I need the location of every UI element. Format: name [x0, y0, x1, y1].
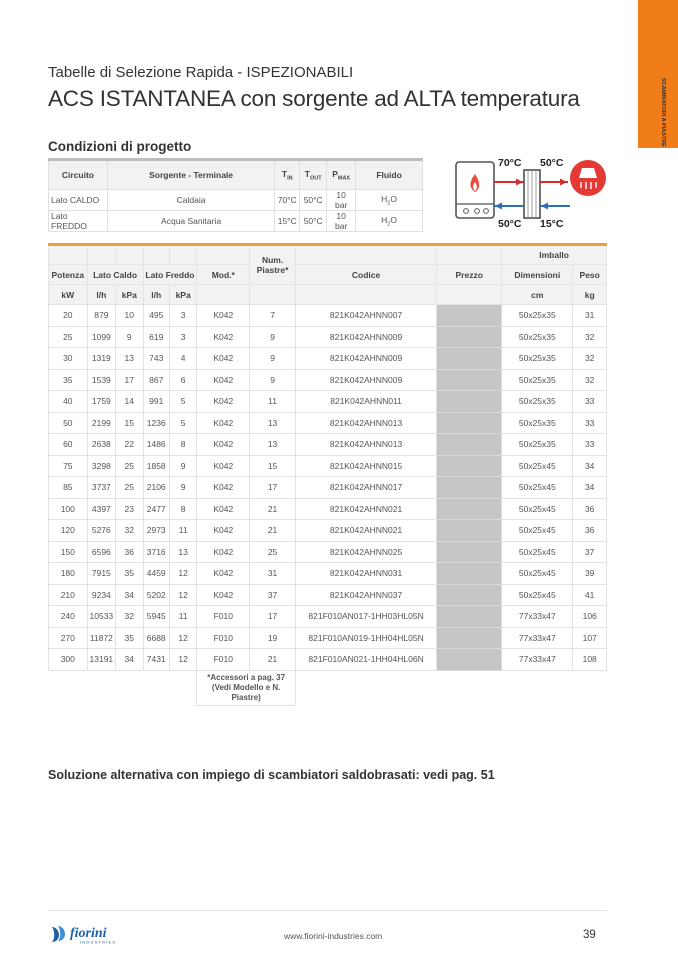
price-cell: [437, 541, 502, 563]
dp-cold-cell: 5: [169, 412, 196, 434]
p-max-cell: 10 bar: [327, 211, 356, 232]
table-row: [49, 541, 607, 563]
code-cell: 821F010AN017-1HH03HL05N: [295, 606, 436, 628]
table-row: [49, 455, 607, 477]
table-row: [49, 305, 607, 327]
plates-cell: 13: [250, 434, 296, 456]
header-row-2: [49, 265, 607, 285]
col-hot-side: Lato Caldo: [87, 265, 143, 285]
dp-hot-cell: 36: [116, 541, 143, 563]
model-cell: K042: [197, 391, 250, 413]
col-fluid: Fluido: [356, 160, 423, 190]
col-code: Codice: [295, 265, 436, 285]
plates-cell: 9: [250, 348, 296, 370]
hot-circuit-pipes: [494, 179, 524, 210]
table-row: [49, 348, 607, 370]
unit-dp-cold: kPa: [169, 285, 196, 305]
header-row-1: [49, 245, 607, 265]
code-cell: 821K042AHNN013: [295, 412, 436, 434]
page-title: ACS ISTANTANEA con sorgente ad ALTA temperatura: [48, 86, 580, 111]
dp-hot-cell: 22: [116, 434, 143, 456]
flow-cold-cell: 6688: [143, 627, 169, 649]
plates-cell: 19: [250, 627, 296, 649]
model-cell: K042: [197, 541, 250, 563]
price-cell: [437, 649, 502, 671]
model-cell: F010: [197, 649, 250, 671]
weight-cell: 33: [573, 391, 607, 413]
model-cell: K042: [197, 520, 250, 542]
flow-hot-cell: 1759: [87, 391, 115, 413]
model-cell: F010: [197, 627, 250, 649]
units-row: [49, 285, 607, 305]
flow-cold-cell: 1486: [143, 434, 169, 456]
dp-hot-cell: 35: [116, 627, 143, 649]
conditions-table: [48, 158, 423, 232]
table-row: [49, 412, 607, 434]
flow-cold-cell: 1858: [143, 455, 169, 477]
dp-hot-cell: 13: [116, 348, 143, 370]
flow-cold-cell: 4459: [143, 563, 169, 585]
power-cell: 120: [49, 520, 88, 542]
dimensions-cell: 50x25x45: [502, 520, 573, 542]
source-cell: Acqua Sanitaria: [107, 211, 274, 232]
col-p-max: $P_{MAX}$: [327, 160, 356, 190]
flow-hot-cell: 2199: [87, 412, 115, 434]
weight-cell: 32: [573, 326, 607, 348]
plates-cell: 15: [250, 455, 296, 477]
flow-hot-cell: 10533: [87, 606, 115, 628]
flow-hot-cell: 879: [87, 305, 115, 327]
plates-cell: 9: [250, 369, 296, 391]
dimensions-cell: 50x25x45: [502, 477, 573, 499]
model-cell: K042: [197, 498, 250, 520]
power-cell: 75: [49, 455, 88, 477]
dp-cold-cell: 8: [169, 434, 196, 456]
dimensions-cell: 50x25x35: [502, 326, 573, 348]
power-cell: 50: [49, 412, 88, 434]
side-tab-label: SCAMBIATORI A PIASTRE: [660, 78, 666, 147]
col-price: Prezzo: [437, 265, 502, 285]
dp-hot-cell: 25: [116, 477, 143, 499]
power-cell: 40: [49, 391, 88, 413]
t-out-cell: 50°C: [300, 190, 327, 211]
dp-cold-cell: 3: [169, 305, 196, 327]
weight-cell: 34: [573, 455, 607, 477]
dp-cold-cell: 11: [169, 520, 196, 542]
t-in-cell: 70°C: [275, 190, 300, 211]
power-cell: 300: [49, 649, 88, 671]
code-cell: 821K042AHNN011: [295, 391, 436, 413]
model-cell: K042: [197, 305, 250, 327]
table-row: [49, 498, 607, 520]
col-cold-side: Lato Freddo: [143, 265, 197, 285]
col-plates: Num. Piastre*: [250, 245, 296, 285]
dimensions-cell: 50x25x35: [502, 369, 573, 391]
weight-cell: 36: [573, 520, 607, 542]
flow-cold-cell: 3716: [143, 541, 169, 563]
power-cell: 270: [49, 627, 88, 649]
flow-hot-cell: 9234: [87, 584, 115, 606]
code-cell: 821K042AHNN021: [295, 498, 436, 520]
col-source: Sorgente - Terminale: [107, 160, 274, 190]
plates-cell: 11: [250, 391, 296, 413]
power-cell: 100: [49, 498, 88, 520]
flow-cold-cell: 1236: [143, 412, 169, 434]
code-cell: 821K042AHNN025: [295, 541, 436, 563]
dp-cold-cell: 6: [169, 369, 196, 391]
plates-cell: 13: [250, 412, 296, 434]
logo-mark-icon: [52, 926, 65, 942]
price-cell: [437, 520, 502, 542]
heat-exchanger-diagram: [452, 156, 612, 232]
cold-in-temp: 15°C: [540, 218, 564, 230]
flow-cold-cell: 867: [143, 369, 169, 391]
power-cell: 60: [49, 434, 88, 456]
dp-hot-cell: 10: [116, 305, 143, 327]
flow-hot-cell: 3737: [87, 477, 115, 499]
col-packaging: Imballo: [502, 245, 607, 265]
code-cell: 821K042AHNN007: [295, 305, 436, 327]
plates-cell: 9: [250, 326, 296, 348]
dp-cold-cell: 4: [169, 348, 196, 370]
code-cell: 821K042AHNN009: [295, 348, 436, 370]
fluid-cell: $H_2O$: [356, 211, 423, 232]
conditions-row-cold: [49, 211, 423, 232]
code-cell: 821K042AHNN021: [295, 520, 436, 542]
flow-hot-cell: 1319: [87, 348, 115, 370]
flow-cold-cell: 743: [143, 348, 169, 370]
col-t-in: $T_{IN}$: [275, 160, 300, 190]
fluid-cell: $H_2O$: [356, 190, 423, 211]
code-cell: 821K042AHNN031: [295, 563, 436, 585]
dimensions-cell: 50x25x45: [502, 584, 573, 606]
logo-wordmark: fiorini: [70, 926, 107, 941]
dp-hot-cell: 35: [116, 563, 143, 585]
col-t-out: $T_{OUT}$: [300, 160, 327, 190]
dp-cold-cell: 11: [169, 606, 196, 628]
price-cell: [437, 498, 502, 520]
unit-weight: kg: [573, 285, 607, 305]
unit-dimensions: cm: [502, 285, 573, 305]
flow-cold-cell: 5202: [143, 584, 169, 606]
dimensions-cell: 50x25x35: [502, 434, 573, 456]
price-cell: [437, 455, 502, 477]
dp-hot-cell: 25: [116, 455, 143, 477]
t-out-cell: 50°C: [300, 211, 327, 232]
dp-hot-cell: 9: [116, 326, 143, 348]
weight-cell: 41: [573, 584, 607, 606]
flow-cold-cell: 5945: [143, 606, 169, 628]
col-power: Potenza: [49, 265, 88, 285]
dp-cold-cell: 3: [169, 326, 196, 348]
code-cell: 821F010AN019-1HH04HL05N: [295, 627, 436, 649]
power-cell: 25: [49, 326, 88, 348]
logo-subtitle: INDUSTRIES: [80, 939, 117, 945]
weight-cell: 108: [573, 649, 607, 671]
dp-cold-cell: 12: [169, 627, 196, 649]
unit-power: kW: [49, 285, 88, 305]
col-circuit: Circuito: [49, 160, 108, 190]
dimensions-cell: 50x25x35: [502, 348, 573, 370]
dp-hot-cell: 15: [116, 412, 143, 434]
dimensions-cell: 50x25x45: [502, 563, 573, 585]
price-cell: [437, 627, 502, 649]
table-row: [49, 369, 607, 391]
flow-hot-cell: 4397: [87, 498, 115, 520]
dimensions-cell: 77x33x47: [502, 649, 573, 671]
flow-cold-cell: 619: [143, 326, 169, 348]
col-weight: Peso: [573, 265, 607, 285]
col-dimensions: Dimensioni: [502, 265, 573, 285]
price-cell: [437, 412, 502, 434]
weight-cell: 33: [573, 412, 607, 434]
page-number: 39: [583, 929, 596, 941]
dp-hot-cell: 23: [116, 498, 143, 520]
page-kicker: Tabelle di Selezione Rapida - ISPEZIONABILI: [48, 64, 354, 81]
conditions-row-hot: [49, 190, 423, 211]
plates-cell: 17: [250, 477, 296, 499]
plates-cell: 7: [250, 305, 296, 327]
power-cell: 240: [49, 606, 88, 628]
conditions-header-row: [49, 160, 423, 190]
price-cell: [437, 305, 502, 327]
weight-cell: 34: [573, 477, 607, 499]
code-cell: 821K042AHNN015: [295, 455, 436, 477]
model-cell: K042: [197, 455, 250, 477]
weight-cell: 32: [573, 348, 607, 370]
hot-in-temp: 70°C: [498, 157, 522, 169]
unit-flow-hot: l/h: [87, 285, 115, 305]
flow-cold-cell: 2477: [143, 498, 169, 520]
code-cell: 821K042AHNN017: [295, 477, 436, 499]
plates-cell: 25: [250, 541, 296, 563]
dp-cold-cell: 8: [169, 498, 196, 520]
dimensions-cell: 50x25x35: [502, 305, 573, 327]
dp-cold-cell: 12: [169, 563, 196, 585]
boiler-icon: [456, 162, 494, 218]
cold-circuit-pipes: [540, 179, 570, 210]
dp-cold-cell: 12: [169, 649, 196, 671]
flow-hot-cell: 5276: [87, 520, 115, 542]
footer-url[interactable]: www.fiorini-industries.com: [284, 931, 383, 941]
power-cell: 30: [49, 348, 88, 370]
source-cell: Caldaia: [107, 190, 274, 211]
table-row: [49, 326, 607, 348]
code-cell: 821K042AHNN009: [295, 369, 436, 391]
conditions-title: Condizioni di progetto: [48, 139, 192, 154]
dimensions-cell: 50x25x35: [502, 391, 573, 413]
p-max-cell: 10 bar: [327, 190, 356, 211]
price-cell: [437, 434, 502, 456]
table-row: [49, 520, 607, 542]
power-cell: 35: [49, 369, 88, 391]
weight-cell: 107: [573, 627, 607, 649]
flow-cold-cell: 2973: [143, 520, 169, 542]
weight-cell: 32: [573, 369, 607, 391]
table-row: [49, 606, 607, 628]
table-row: [49, 584, 607, 606]
flow-hot-cell: 7915: [87, 563, 115, 585]
price-cell: [437, 348, 502, 370]
model-cell: K042: [197, 326, 250, 348]
model-cell: K042: [197, 563, 250, 585]
dp-hot-cell: 34: [116, 649, 143, 671]
dimensions-cell: 50x25x45: [502, 498, 573, 520]
cold-out-temp: 50°C: [498, 218, 522, 230]
fiorini-logo: [50, 923, 132, 945]
flow-hot-cell: 2638: [87, 434, 115, 456]
price-cell: [437, 391, 502, 413]
price-cell: [437, 326, 502, 348]
model-cell: K042: [197, 369, 250, 391]
dp-hot-cell: 14: [116, 391, 143, 413]
hot-out-temp: 50°C: [540, 157, 564, 169]
dp-cold-cell: 13: [169, 541, 196, 563]
dp-hot-cell: 17: [116, 369, 143, 391]
flow-hot-cell: 13191: [87, 649, 115, 671]
circuit-cell: Lato CALDO: [49, 190, 108, 211]
dp-hot-cell: 32: [116, 520, 143, 542]
code-cell: 821F010AN021-1HH04HL06N: [295, 649, 436, 671]
code-cell: 821K042AHNN037: [295, 584, 436, 606]
col-model: Mod.*: [197, 265, 250, 285]
dimensions-cell: 77x33x47: [502, 627, 573, 649]
weight-cell: 39: [573, 563, 607, 585]
footer-divider: [48, 910, 607, 911]
t-in-cell: 15°C: [275, 211, 300, 232]
table-row: [49, 391, 607, 413]
plates-cell: 31: [250, 563, 296, 585]
table-row: [49, 627, 607, 649]
unit-dp-hot: kPa: [116, 285, 143, 305]
weight-cell: 37: [573, 541, 607, 563]
price-cell: [437, 563, 502, 585]
plate-exchanger-icon: [524, 170, 540, 218]
weight-cell: 33: [573, 434, 607, 456]
dp-cold-cell: 9: [169, 477, 196, 499]
plates-cell: 21: [250, 498, 296, 520]
code-cell: 821K042AHNN009: [295, 326, 436, 348]
power-cell: 150: [49, 541, 88, 563]
price-cell: [437, 606, 502, 628]
shower-icon: [570, 160, 606, 196]
power-cell: 210: [49, 584, 88, 606]
selection-table: [48, 243, 607, 706]
model-cell: K042: [197, 348, 250, 370]
weight-cell: 31: [573, 305, 607, 327]
price-cell: [437, 369, 502, 391]
note-row: [49, 670, 607, 705]
circuit-cell: Lato FREDDO: [49, 211, 108, 232]
plates-cell: 21: [250, 520, 296, 542]
power-cell: 85: [49, 477, 88, 499]
model-cell: K042: [197, 412, 250, 434]
dp-cold-cell: 12: [169, 584, 196, 606]
dimensions-cell: 50x25x45: [502, 541, 573, 563]
table-row: [49, 649, 607, 671]
price-cell: [437, 477, 502, 499]
flow-cold-cell: 495: [143, 305, 169, 327]
selection-table-body: [49, 305, 607, 671]
weight-cell: 36: [573, 498, 607, 520]
model-cell: K042: [197, 434, 250, 456]
flow-cold-cell: 7431: [143, 649, 169, 671]
flow-cold-cell: 991: [143, 391, 169, 413]
dimensions-cell: 50x25x45: [502, 455, 573, 477]
unit-flow-cold: l/h: [143, 285, 169, 305]
dimensions-cell: 50x25x35: [502, 412, 573, 434]
plates-cell: 37: [250, 584, 296, 606]
model-cell: F010: [197, 606, 250, 628]
dimensions-cell: 77x33x47: [502, 606, 573, 628]
power-cell: 180: [49, 563, 88, 585]
flow-hot-cell: 11872: [87, 627, 115, 649]
flow-hot-cell: 1539: [87, 369, 115, 391]
plates-cell: 17: [250, 606, 296, 628]
model-cell: K042: [197, 477, 250, 499]
table-row: [49, 477, 607, 499]
dp-hot-cell: 32: [116, 606, 143, 628]
flow-hot-cell: 3298: [87, 455, 115, 477]
dp-cold-cell: 9: [169, 455, 196, 477]
code-cell: 821K042AHNN013: [295, 434, 436, 456]
weight-cell: 106: [573, 606, 607, 628]
price-cell: [437, 584, 502, 606]
accessories-note: *Accessori a pag. 37 (Vedi Modello e N. Piastre): [197, 670, 296, 705]
power-cell: 20: [49, 305, 88, 327]
dp-hot-cell: 34: [116, 584, 143, 606]
flow-cold-cell: 2106: [143, 477, 169, 499]
dp-cold-cell: 5: [169, 391, 196, 413]
table-row: [49, 434, 607, 456]
flow-hot-cell: 6596: [87, 541, 115, 563]
flow-hot-cell: 1099: [87, 326, 115, 348]
model-cell: K042: [197, 584, 250, 606]
plates-cell: 21: [250, 649, 296, 671]
table-row: [49, 563, 607, 585]
alternative-solution-note: Soluzione alternativa con impiego di scambiatori saldobrasati: vedi pag. 51: [48, 768, 495, 782]
